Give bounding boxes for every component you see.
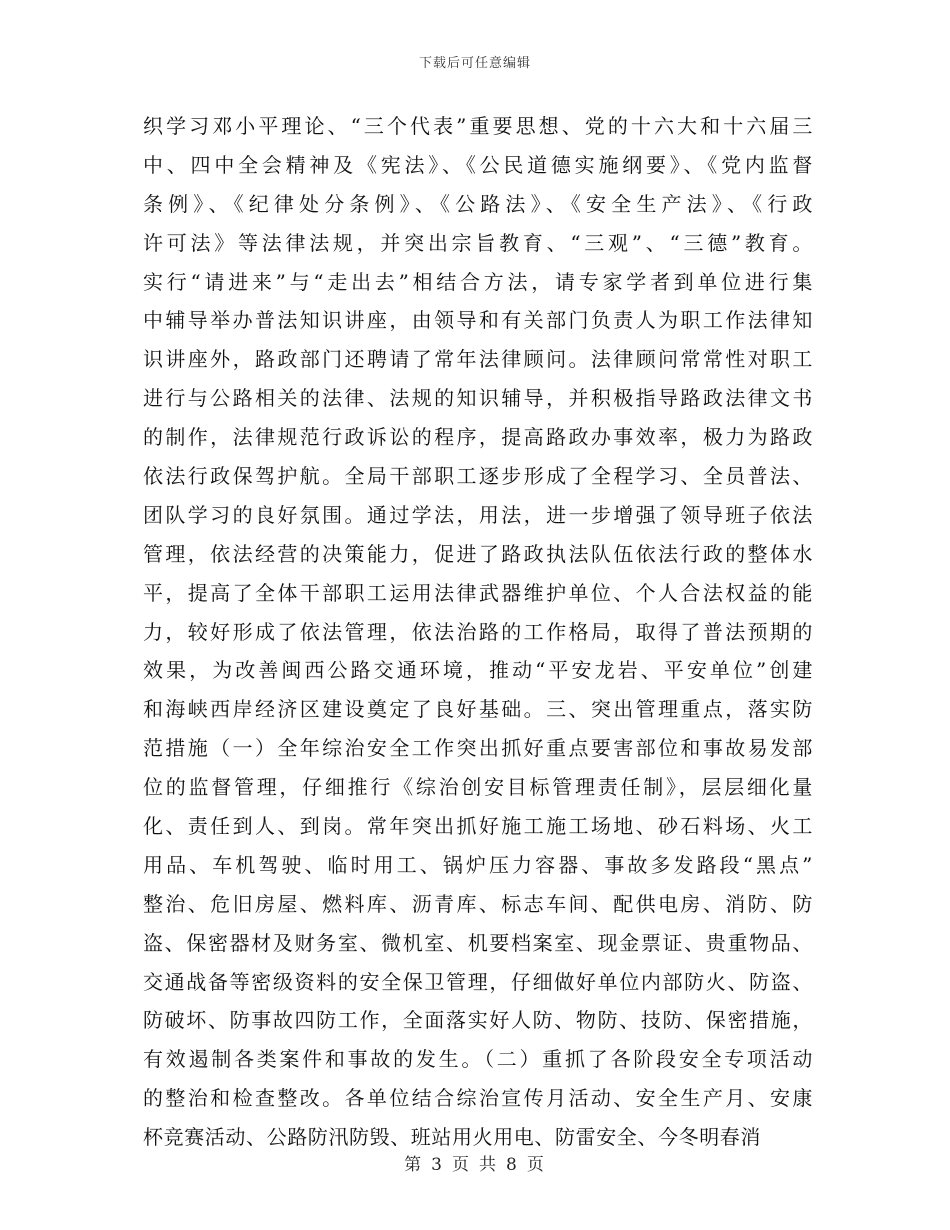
text-line: 用品、车机驾驶、临时用工、锅炉压力容器、事故多发路段“黑点” xyxy=(143,852,813,877)
text-line: 化、责任到人、到岗。常年突出抓好施工施工场地、砂石料场、火工 xyxy=(143,814,813,839)
current-page-number: 3 xyxy=(431,1155,444,1175)
text-line: 位的监督管理，仔细推行《综治创安目标管理责任制》，层层细化量 xyxy=(143,775,813,800)
text-line: 识讲座外，路政部门还聘请了常年法律顾问。法律顾问常常性对职工 xyxy=(143,347,813,372)
text-line: 中辅导举办普法知识讲座，由领导和有关部门负责人为职工作法律知 xyxy=(143,308,813,333)
page-label-mid: 页 xyxy=(452,1155,471,1175)
text-line: 有效遏制各类案件和事故的发生。（二）重抓了各阶段安全专项活动 xyxy=(143,1047,813,1072)
text-line: 力，较好形成了依法管理，依法治路的工作格局，取得了普法预期的 xyxy=(143,619,813,644)
page-label-prefix: 第 xyxy=(404,1155,424,1175)
text-line: 范措施（一）全年综治安全工作突出抓好重点要害部位和事故易发部 xyxy=(143,736,813,761)
text-line: 杯竞赛活动、公路防汛防毁、班站用火用电、防雷安全、今冬明春消 xyxy=(143,1125,761,1150)
text-line: 平，提高了全体干部职工运用法律武器维护单位、个人合法权益的能 xyxy=(143,580,813,605)
text-line: 许可法》等法律法规，并突出宗旨教育、“三观”、“三德”教育。 xyxy=(143,230,813,255)
text-line: 依法行政保驾护航。全局干部职工逐步形成了全程学习、全员普法、 xyxy=(143,464,813,489)
text-line: 和海峡西岸经济区建设奠定了良好基础。三、突出管理重点，落实防 xyxy=(143,697,813,722)
page-label-suffix: 页 xyxy=(526,1155,546,1175)
text-line: 效果，为改善闽西公路交通环境，推动“平安龙岩、平安单位”创建 xyxy=(143,658,813,683)
text-line: 条例》、《纪律处分条例》、《公路法》、《安全生产法》、《行政 xyxy=(143,191,813,216)
page-footer xyxy=(0,1150,950,1175)
text-line: 防破坏、防事故四防工作，全面落实好人防、物防、技防、保密措施， xyxy=(143,1008,813,1033)
text-line: 实行“请进来”与“走出去”相结合方法，请专家学者到单位进行集 xyxy=(143,269,813,294)
text-line: 中、四中全会精神及《宪法》、《公民道德实施纲要》、《党内监督 xyxy=(143,152,813,177)
text-line: 交通战备等密级资料的安全保卫管理，仔细做好单位内部防火、防盗、 xyxy=(143,969,813,994)
text-line: 织学习邓小平理论、“三个代表”重要思想、党的十六大和十六届三 xyxy=(143,114,813,138)
text-line: 的制作，法律规范行政诉讼的程序，提高路政办事效率，极力为路政 xyxy=(143,425,813,450)
header-note: 下载后可任意编辑 xyxy=(418,56,531,71)
text-line: 进行与公路相关的法律、法规的知识辅导，并积极指导路政法律文书 xyxy=(143,386,813,411)
total-page-number: 8 xyxy=(506,1155,519,1175)
total-label: 共 xyxy=(479,1155,498,1175)
text-line: 的整治和检查整改。各单位结合综治宣传月活动、安全生产月、安康 xyxy=(143,1086,813,1111)
text-line: 整治、危旧房屋、燃料库、沥青库、标志车间、配供电房、消防、防 xyxy=(143,891,813,916)
text-line: 管理，依法经营的决策能力，促进了路政执法队伍依法行政的整体水 xyxy=(143,541,813,566)
text-line: 团队学习的良好氛围。通过学法，用法，进一步增强了领导班子依法 xyxy=(143,502,813,527)
text-line: 盗、保密器材及财务室、微机室、机要档案室、现金票证、贵重物品、 xyxy=(143,930,813,955)
body-text xyxy=(143,107,813,1157)
